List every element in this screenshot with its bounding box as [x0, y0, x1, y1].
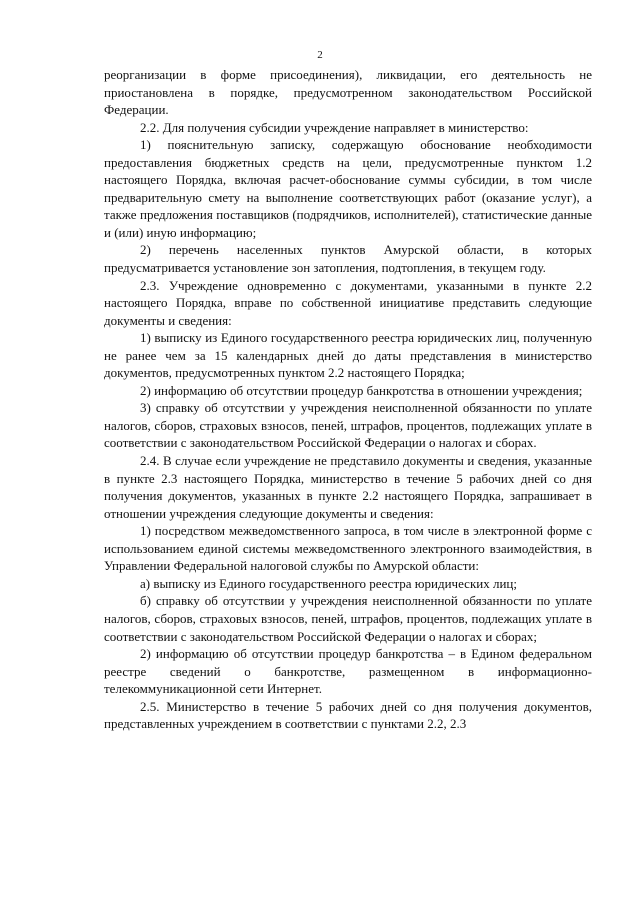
paragraph-2-4-item-1a: а) выписку из Единого государственного реестра юридических лиц; — [140, 575, 517, 591]
paragraph-2-3: 2.3. Учреждение одновременно с документами, указанными в пункте 2.2 настоящего Порядка, вправе по собственной инициативе представить следующие документы и сведения: — [104, 277, 592, 328]
document-body — [104, 66, 592, 733]
paragraph-2-4-item-1: 1) посредством межведомственного запроса, в том числе в электронной форме с использованием единой системы межведомственного электронного взаимодействия, в Управлении Федеральной налоговой службы по Амурской области: — [104, 523, 592, 574]
paragraph-2-3-item-2: 2) информацию об отсутствии процедур банкротства в отношении учреждения; — [140, 382, 583, 398]
paragraph-2-2: 2.2. Для получения субсидии учреждение направляет в министерство: — [140, 119, 529, 135]
paragraph-2-5: 2.5. Министерство в течение 5 рабочих дней со дня получения документов, представленных учреждением в соответствии с пунктами 2.2, 2.3 — [104, 698, 592, 732]
page-number: 2 — [317, 49, 323, 61]
paragraph-2-2-item-1: 1) пояснительную записку, содержащую обоснование необходимости предоставления бюджетных средств на цели, предусмотренные пунктом 1.2 настоящего Порядка, включая расчет-обоснование суммы субсидии, в том числе предварительную смету на выполнение соответствующих работ (оказание услуг), а также предложения поставщиков (подрядчиков, исполнителей), статистические данные и (или) иную информацию; — [104, 137, 592, 240]
paragraph-2-4: 2.4. В случае если учреждение не представило документы и сведения, указанные в пункте 2.3 настоящего Порядка, министерство в течение 5 рабочих дней со дня получения документов, указанных в пункте 2.2 настоящего Порядка, запрашивает в отношении учреждения следующие документы и сведения: — [104, 453, 592, 521]
paragraph-2-4-item-2: 2) информацию об отсутствии процедур банкротства – в Едином федеральном реестре сведений о банкротстве, размещенном в информационно-телекоммуникационной сети Интернет. — [104, 646, 592, 697]
paragraph-2-2-item-2: 2) перечень населенных пунктов Амурской области, в которых предусматривается установление зон затопления, подтопления, в текущем году. — [104, 242, 592, 276]
paragraph-2-3-item-1: 1) выписку из Единого государственного реестра юридических лиц, полученную не ранее чем за 15 календарных дней до даты представления в министерство документов, предусмотренных пунктом 2.2 настоящего Порядка; — [104, 330, 592, 381]
paragraph-2-4-item-1b: б) справку об отсутствии у учреждения неисполненной обязанности по уплате налогов, сборов, страховых взносов, пеней, штрафов, процентов, подлежащих уплате в соответствии с законодательством Российской Федерации о налогах и сборах; — [104, 593, 592, 644]
paragraph-2-3-item-3: 3) справку об отсутствии у учреждения неисполненной обязанности по уплате налогов, сборов, страховых взносов, пеней, штрафов, процентов, подлежащих уплате в соответствии с законодательством Российской Федерации о налогах и сборах. — [104, 400, 592, 451]
paragraph-continuation: реорганизации в форме присоединения), ликвидации, его деятельность не приостановлена в порядке, предусмотренном законодательством Российской Федерации. — [104, 67, 592, 118]
